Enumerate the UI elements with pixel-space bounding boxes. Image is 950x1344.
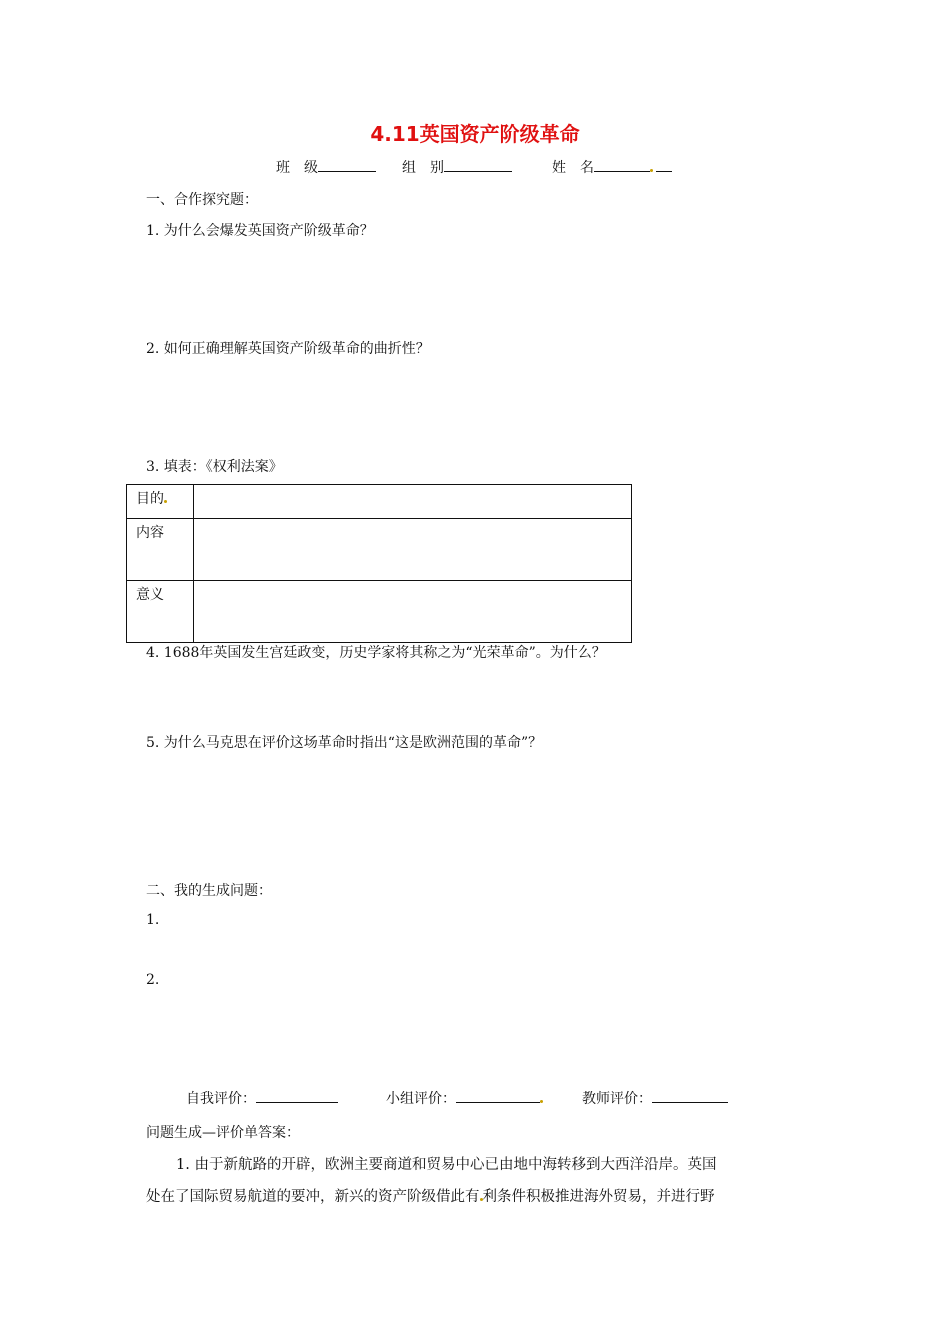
class-blank[interactable] — [318, 157, 376, 172]
section2-heading: 二、我的生成问题： — [146, 883, 272, 899]
group-blank[interactable] — [444, 157, 512, 172]
group-evaluation-label: 小组评价： — [386, 1091, 456, 1107]
table-label-cell — [127, 485, 194, 519]
question-1: 1. 为什么会爆发英国资产阶级革命？ — [146, 223, 374, 239]
answer-line-2 — [146, 1185, 808, 1206]
teacher-evaluation-label: 教师评价： — [582, 1091, 652, 1107]
answer-cell-content[interactable] — [194, 519, 632, 581]
self-evaluation-blank[interactable] — [256, 1088, 338, 1103]
name-blank-tail[interactable] — [656, 157, 672, 172]
answer-cell-purpose[interactable] — [194, 485, 632, 519]
answer-line-2-part-a: 处在了国际贸易航道的要冲，新兴的资产阶级借此有 — [146, 1189, 480, 1205]
teacher-evaluation[interactable] — [582, 1088, 728, 1108]
row-label-content: 内容 — [136, 525, 164, 541]
name-label: 姓 名 — [552, 160, 594, 176]
group-evaluation[interactable] — [386, 1088, 543, 1108]
class-label: 班 级 — [276, 160, 318, 176]
marker-dot — [540, 1100, 543, 1103]
question-3: 3. 填表：《权利法案》 — [146, 459, 283, 475]
section1-heading: 一、合作探究题： — [146, 192, 258, 208]
marker-dot — [164, 500, 167, 503]
name-blank[interactable] — [594, 157, 650, 172]
self-evaluation[interactable] — [186, 1088, 338, 1108]
group-field[interactable] — [402, 157, 512, 177]
teacher-evaluation-blank[interactable] — [652, 1088, 728, 1103]
name-field[interactable] — [552, 157, 672, 177]
table-label-cell — [127, 519, 194, 581]
answer-line-2-part-b: 利条件积极推进海外贸易，并进行野 — [482, 1189, 715, 1205]
table-row — [127, 519, 632, 581]
question-2: 2. 如何正确理解英国资产阶级革命的曲折性？ — [146, 341, 430, 357]
question-5: 5. 为什么马克思在评价这场革命时指出“这是欧洲范围的革命”？ — [146, 735, 543, 751]
generated-question-2: 2. — [146, 972, 160, 988]
group-evaluation-blank[interactable] — [456, 1088, 540, 1103]
answer-cell-significance[interactable] — [194, 581, 632, 643]
marker-dot — [650, 169, 653, 172]
row-label-purpose: 目的 — [136, 491, 164, 507]
self-evaluation-label: 自我评价： — [186, 1091, 256, 1107]
question-4: 4. 1688年英国发生宫廷政变，历史学家将其称之为“光荣革命”。为什么？ — [146, 645, 606, 661]
page-title: 4.11英国资产阶级革命 — [370, 122, 580, 146]
table-row — [127, 581, 632, 643]
answer-line-1: 1. 由于新航路的开辟，欧洲主要商道和贸易中心已由地中海转移到大西洋沿岸。英国 — [176, 1157, 717, 1173]
table-label-cell — [127, 581, 194, 643]
answers-heading: 问题生成—评价单答案： — [146, 1125, 300, 1141]
generated-question-1: 1. — [146, 912, 160, 928]
class-field[interactable] — [276, 157, 376, 177]
table-row — [127, 485, 632, 519]
bill-of-rights-table — [126, 484, 632, 643]
group-label: 组 别 — [402, 160, 444, 176]
row-label-significance: 意义 — [136, 587, 164, 603]
